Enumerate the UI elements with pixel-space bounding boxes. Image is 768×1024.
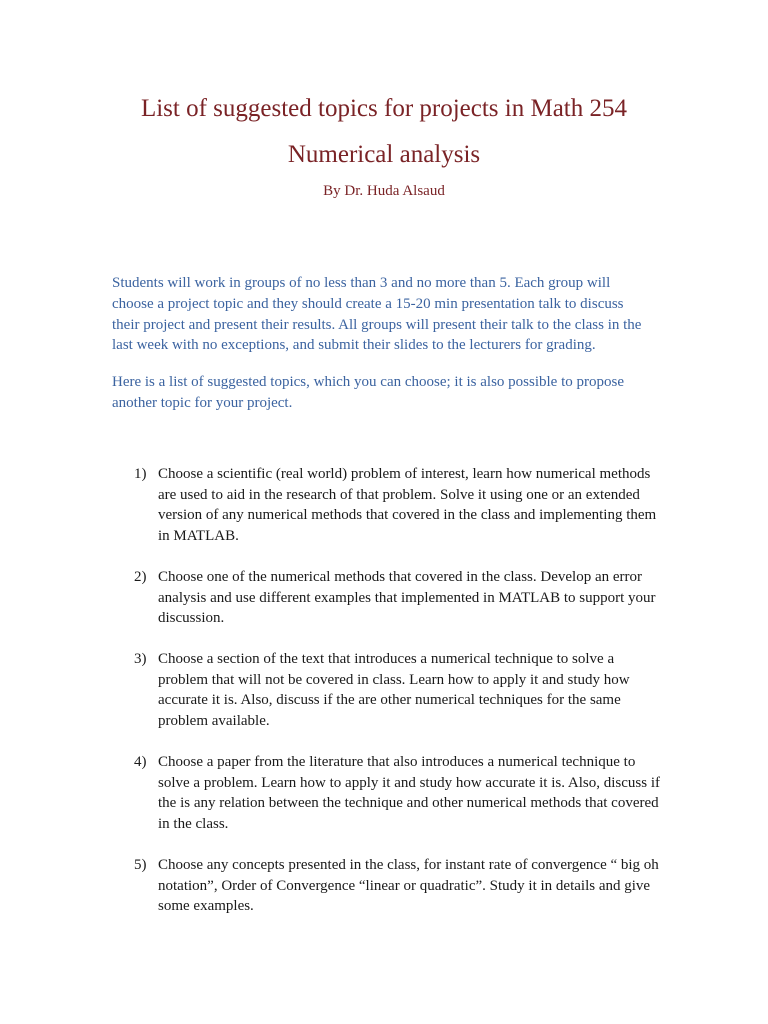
topic-item (134, 567, 664, 629)
topic-item (134, 649, 664, 731)
topic-text: Choose any concepts presented in the class, for instant rate of convergence “ big oh notation”, Order of Convergence “linear or quadratic”. Study it in details and give some examples. (158, 857, 659, 915)
topic-number: 5) (134, 857, 147, 873)
topic-text: Choose a section of the text that introduces a numerical technique to solve a problem that will not be covered in class. Learn how to apply it and study how accurate it is. Also, discuss if the are other numerical techniques for the same problem available. (158, 651, 630, 729)
topic-text: Choose a scientific (real world) problem of interest, learn how numerical methods are used to aid in the research of that problem. Solve it using one or an extended version of any numerical methods that covered in the class and implementing them in MATLAB. (158, 466, 657, 544)
document-title: List of suggested topics for projects in Math 254 (140, 95, 628, 122)
topic-text: Choose one of the numerical methods that covered in the class. Develop an error analysis and use different examples that implemented in MATLAB to support your discussion. (158, 569, 656, 627)
topic-item (134, 752, 664, 834)
document-subtitle: Numerical analysis (287, 141, 481, 168)
topic-number: 4) (134, 754, 147, 770)
topic-number: 1) (134, 466, 147, 482)
topic-number: 3) (134, 651, 147, 667)
intro-paragraph-topics: Here is a list of suggested topics, which you can choose; it is also possible to propose another topic for your project. (112, 374, 624, 411)
author-line: By Dr. Huda Alsaud (323, 183, 445, 199)
topic-text: Choose a paper from the literature that also introduces a numerical technique to solve a problem. Learn how to apply it and study how accurate it is. Also, discuss if the is any relation between the technique and other numerical methods that covered in the class. (158, 754, 660, 832)
topic-item (134, 855, 664, 917)
intro-paragraph-groups: Students will work in groups of no less than 3 and no more than 5. Each group will choose a project topic and they should create a 15-20 min presentation talk to discuss their project and present their results. All groups will present their talk to the class in the last week with no exceptions, and submit their slides to the lecturers for grading. (112, 275, 642, 354)
topic-item (134, 464, 664, 546)
topic-number: 2) (134, 569, 147, 585)
